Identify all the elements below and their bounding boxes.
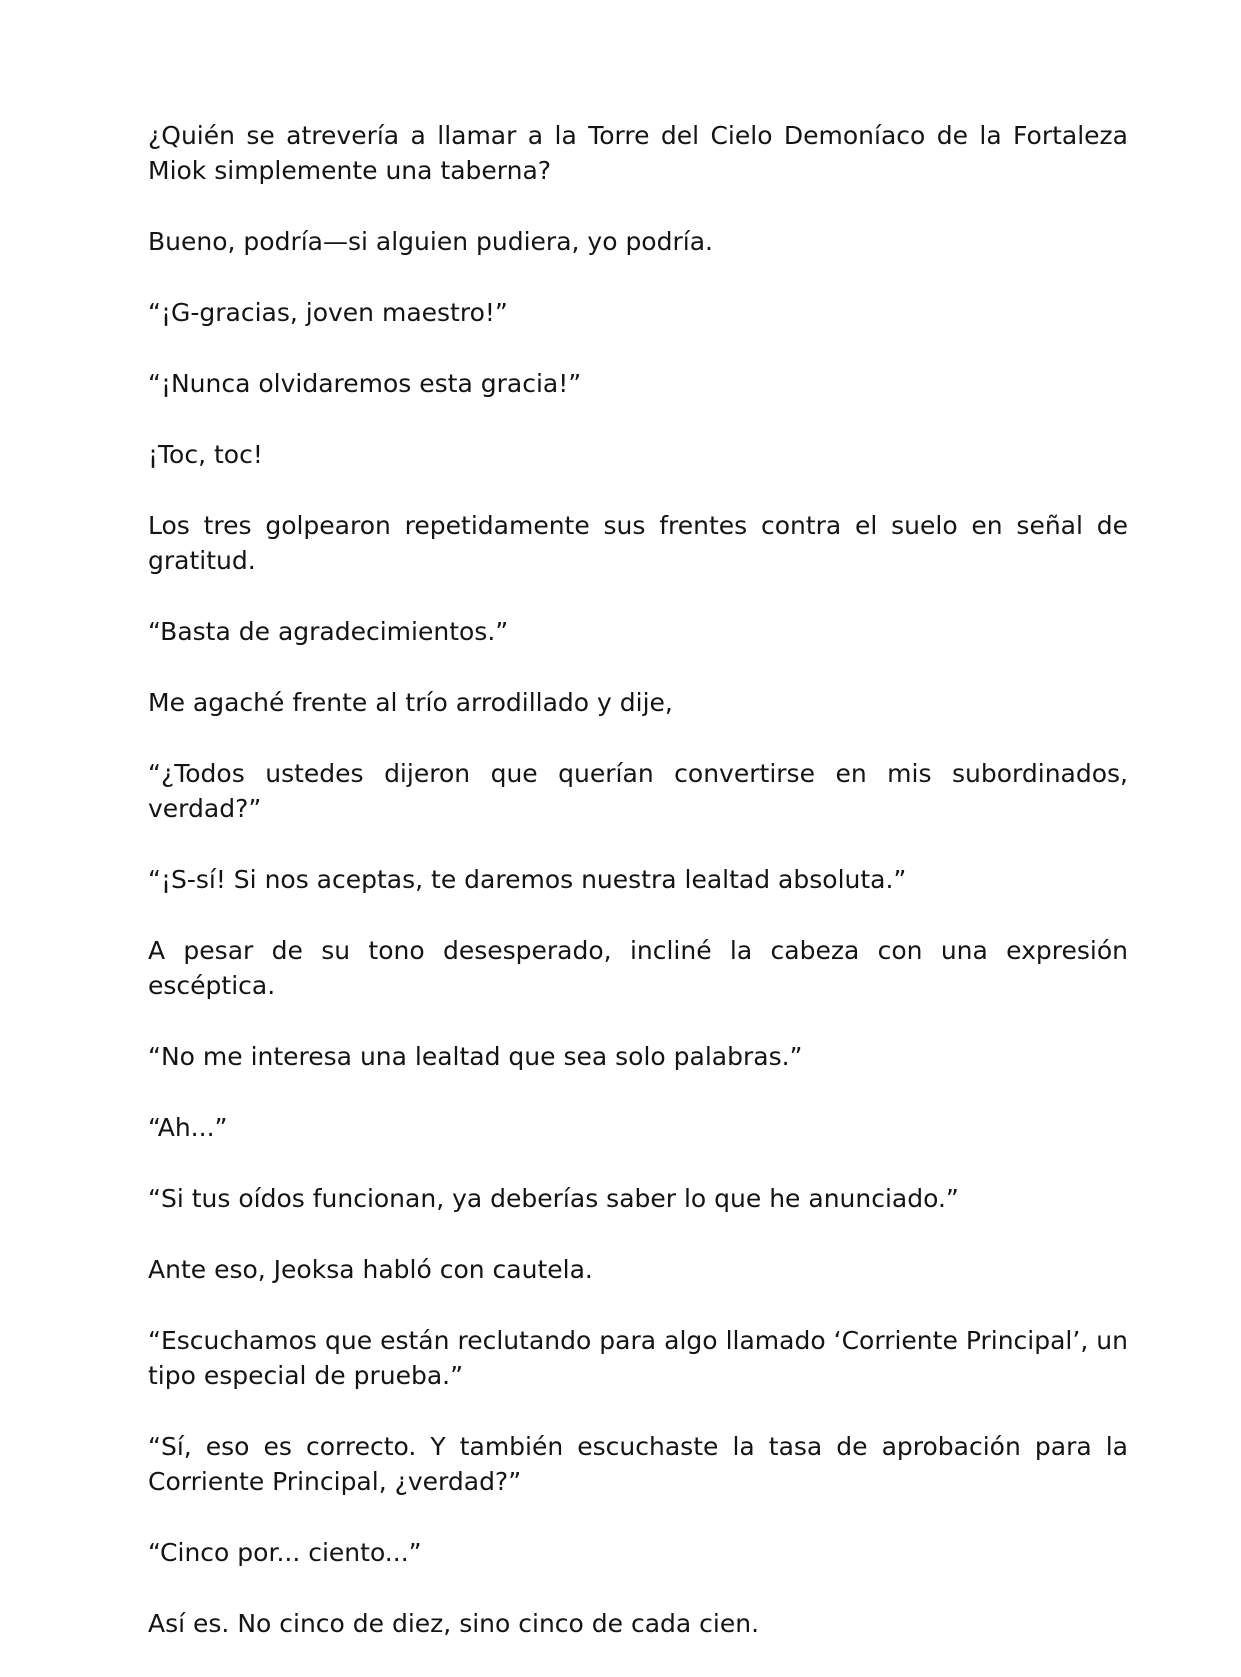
paragraph: “Ah...”: [148, 1113, 228, 1142]
paragraph: “Escuchamos que están reclutando para algo llamado ‘Corriente Principal’, un tipo especial de prueba.”: [148, 1326, 1128, 1390]
paragraph: “¿Todos ustedes dijeron que querían convertirse en mis subordinados, verdad?”: [148, 759, 1128, 823]
paragraph: A pesar de su tono desesperado, incliné la cabeza con una expresión escéptica.: [148, 936, 1128, 1000]
document-body: [148, 118, 1128, 1677]
paragraph: Así es. No cinco de diez, sino cinco de cada cien.: [148, 1609, 760, 1638]
paragraph: ¡Toc, toc!: [148, 440, 263, 469]
paragraph: “Basta de agradecimientos.”: [148, 617, 509, 646]
paragraph: “Si tus oídos funcionan, ya deberías saber lo que he anunciado.”: [148, 1184, 959, 1213]
paragraph: “No me interesa una lealtad que sea solo palabras.”: [148, 1042, 803, 1071]
paragraph: “¡S-sí! Si nos aceptas, te daremos nuestra lealtad absoluta.”: [148, 865, 907, 894]
paragraph: “Cinco por... ciento...”: [148, 1538, 422, 1567]
paragraph: “Sí, eso es correcto. Y también escuchaste la tasa de aprobación para la Corriente Principal, ¿verdad?”: [148, 1432, 1128, 1496]
paragraph: Los tres golpearon repetidamente sus frentes contra el suelo en señal de gratitud.: [148, 511, 1128, 575]
paragraph: “¡Nunca olvidaremos esta gracia!”: [148, 369, 582, 398]
paragraph: Bueno, podría—si alguien pudiera, yo podría.: [148, 227, 713, 256]
paragraph: Me agaché frente al trío arrodillado y dije,: [148, 688, 673, 717]
paragraph: ¿Quién se atrevería a llamar a la Torre del Cielo Demoníaco de la Fortaleza Miok simplemente una taberna?: [148, 121, 1128, 185]
paragraph: “¡G-gracias, joven maestro!”: [148, 298, 508, 327]
paragraph: Ante eso, Jeoksa habló con cautela.: [148, 1255, 593, 1284]
